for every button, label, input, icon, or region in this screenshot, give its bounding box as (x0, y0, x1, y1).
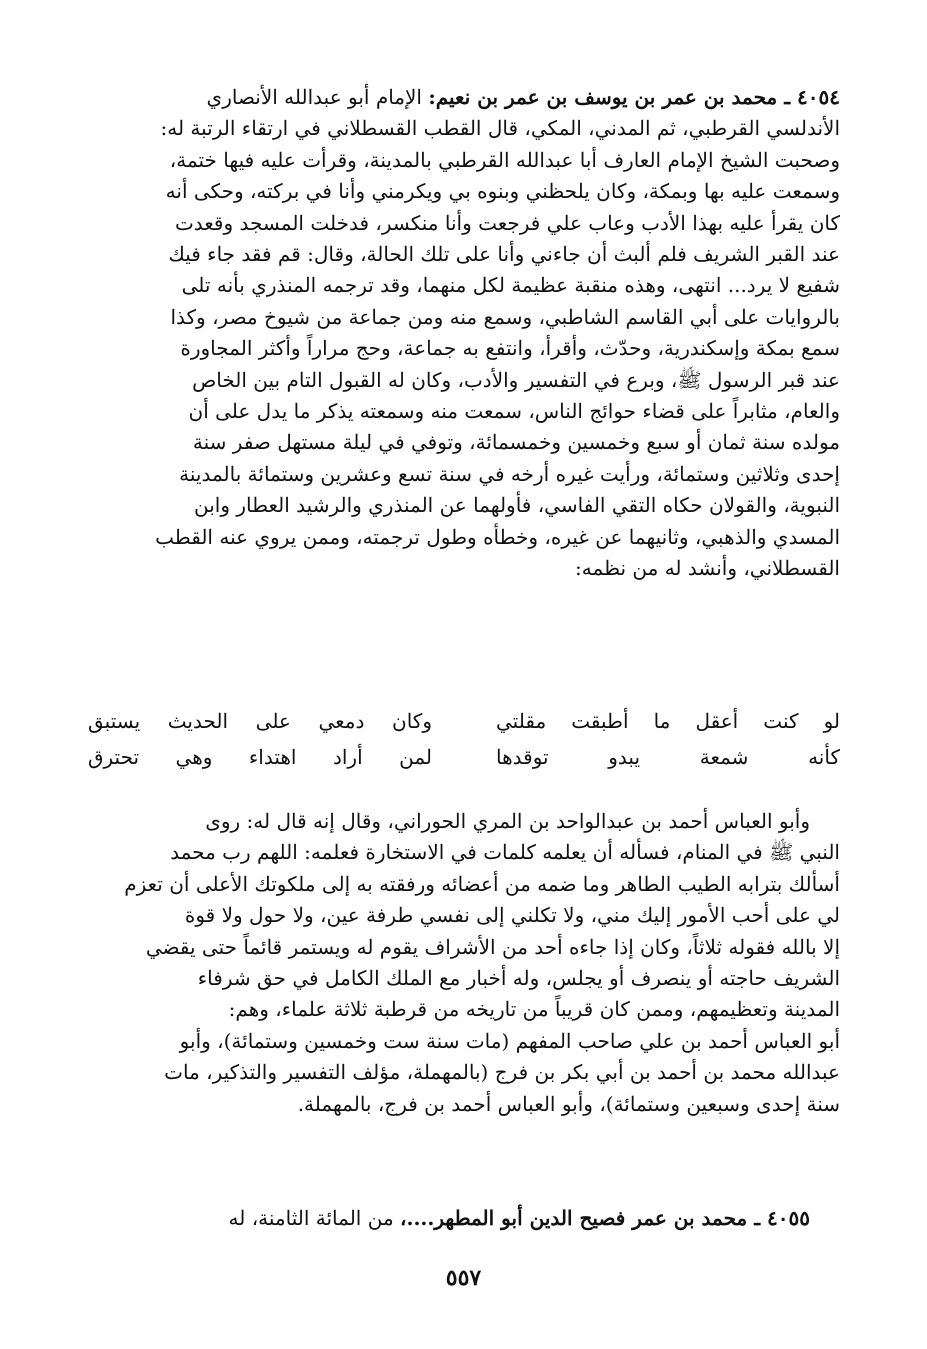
continuation-line: عبدالله محمد بن أحمد بن أبي بكر بن فرج (بالمهملة، مؤلف التفسير والتذكير، مات (164, 1060, 840, 1085)
continuation-line: المدينة وتعظيمهم، وممن كان قريباً من تاريخه من قرطبة ثلاثة علماء، وهم: (228, 997, 840, 1022)
entry-4054-heading: ٤٠٥٤ ـ محمد بن عمر بن يوسف بن عمر بن نعيم: (428, 85, 840, 109)
entry-4054-line: وصحبت الشيخ الإمام العارف أبا عبدالله القرطبي بالمدينة، وقرأت عليه فيها ختمة، (169, 147, 840, 172)
verse-row (88, 739, 840, 775)
entry-4055-line (88, 1203, 840, 1234)
entry-4055-text: من المائة الثامنة، له (228, 1206, 394, 1230)
continuation-line: الشريف حاجته أو ينصرف أو يجلس، وله أخبار مع الملك الكامل في حق شرفاء (197, 966, 840, 991)
entry-4054-line: بالروايات على أبي القاسم الشاطبي، وسمع منه ومن جماعة من شيوخ مصر، وكذا (170, 304, 840, 329)
entry-4054-line: كان يقرأ عليه بهذا الأدب وعاب علي فرجعت وأنا منكسر، فدخلت المسجد وقعدت (174, 210, 840, 235)
entry-4054-line: عند قبر الرسول ﷺ، وبرع في التفسير والأدب، وكان له القبول التام بين الخاص (192, 367, 840, 392)
entry-4055-block (88, 1203, 840, 1234)
entry-4054-line: عند القبر الشريف فلم ألبث أن جاءني وأنا على تلك الحالة، وقال: قم فقد جاء فيك (168, 242, 840, 267)
entry-4054-line: سمع بمكة وإسكندرية، وحدّث، وأقرأ، وانتفع به جماعة، وحج مراراً وأكثر المجاورة (180, 336, 840, 361)
entry-4054-line: إحدى وثلاثين وستمائة، ورأيت غيره أرخه في سنة تسع وعشرين وستمائة بالمدينة (179, 461, 840, 486)
entry-4054-line: والعام، مثابراً على قضاء حوائج الناس، سمعت منه وسمعته يذكر ما يدل على أن (188, 399, 840, 424)
continuation-line: النبي ﷺ في المنام، فسأله أن يعلمه كلمات في الاستخارة فعلمه: اللهم رب محمد (170, 840, 840, 865)
entry-4055-heading: ٤٠٥٥ ـ محمد بن عمر فصيح الدين أبو المطهر....، (400, 1206, 810, 1230)
entry-4054-line: شفيع لا يرد... انتهى، وهذه منقبة عظيمة لكل منهما، وقد ترجمه المنذري بأنه تلى (181, 273, 840, 298)
entry-4054-line-0 (88, 82, 840, 113)
continuation-line: أبو العباس أحمد بن علي صاحب المفهم (مات سنة ست وخمسين وستمائة)، وأبو (179, 1028, 840, 1053)
entry-4054-line: مولده سنة ثمان أو سبع وخمسين وخمسمائة، وتوفي في ليلة مستهل صفر سنة (192, 430, 840, 455)
continuation-line: لي على أحب الأمور إليك مني، ولا تكلني إلى نفسي طرفة عين، ولا حول ولا قوة (184, 903, 840, 928)
page-number: ٥٥٧ (445, 1265, 482, 1291)
verse-first-hemistich: كأنه شمعة يبدو توقدها (496, 745, 840, 769)
continuation-line: أسألك بترابه الطيب الطاهر وما ضمه من أعضائه ورفقته به إلى ملكوتك الأعلى أن تعزم (124, 871, 840, 896)
verse-second-hemistich: وكان دمعي على الحديث يستبق (88, 709, 432, 733)
entry-4054-line: النبوية، والقولان حكاه التقي الفاسي، فأولهما عن المنذري والرشيد العطار وابن (193, 493, 840, 518)
entry-4054-line: الأندلسي القرطبي، ثم المدني، المكي، قال القطب القسطلاني في ارتقاء الرتبة له: (160, 116, 840, 141)
continuation-line: وأبو العباس أحمد بن عبدالواحد بن المري الحوراني، وقال إنه قال له: روى (205, 809, 810, 833)
poem-verses (88, 703, 840, 775)
entry-4054-text: الإمام أبو عبدالله الأنصاري (206, 85, 422, 109)
verse-second-hemistich: لمن أراد اهتداء وهي تحترق (88, 745, 432, 769)
entry-4054-line: وسمعت عليه بها وبمكة، وكان يلحظني وبنوه بي ويكرمني وأنا في بركته، وحكى أنه (165, 179, 840, 204)
entry-4054-block (88, 82, 840, 585)
entry-4054-continuation (88, 806, 840, 1120)
entry-4054-line: القسطلاني، وأنشد له من نظمه: (575, 556, 840, 581)
continuation-line: سنة إحدى وسبعين وستمائة)، وأبو العباس أحمد بن فرج، بالمهملة. (297, 1091, 840, 1116)
continuation-line: إلا بالله فقوله ثلاثاً، وكان إذا جاءه أحد من الأشراف يقوم له ويستمر قائماً حتى يقضي (145, 934, 840, 959)
entry-4054-line: المسدي والذهبي، وثانيهما عن غيره، وخطأه وطول ترجمته، وممن يروي عنه القطب (155, 524, 840, 549)
verse-row (88, 703, 840, 739)
verse-first-hemistich: لو كنت أعقل ما أطبقت مقلتي (496, 709, 840, 733)
